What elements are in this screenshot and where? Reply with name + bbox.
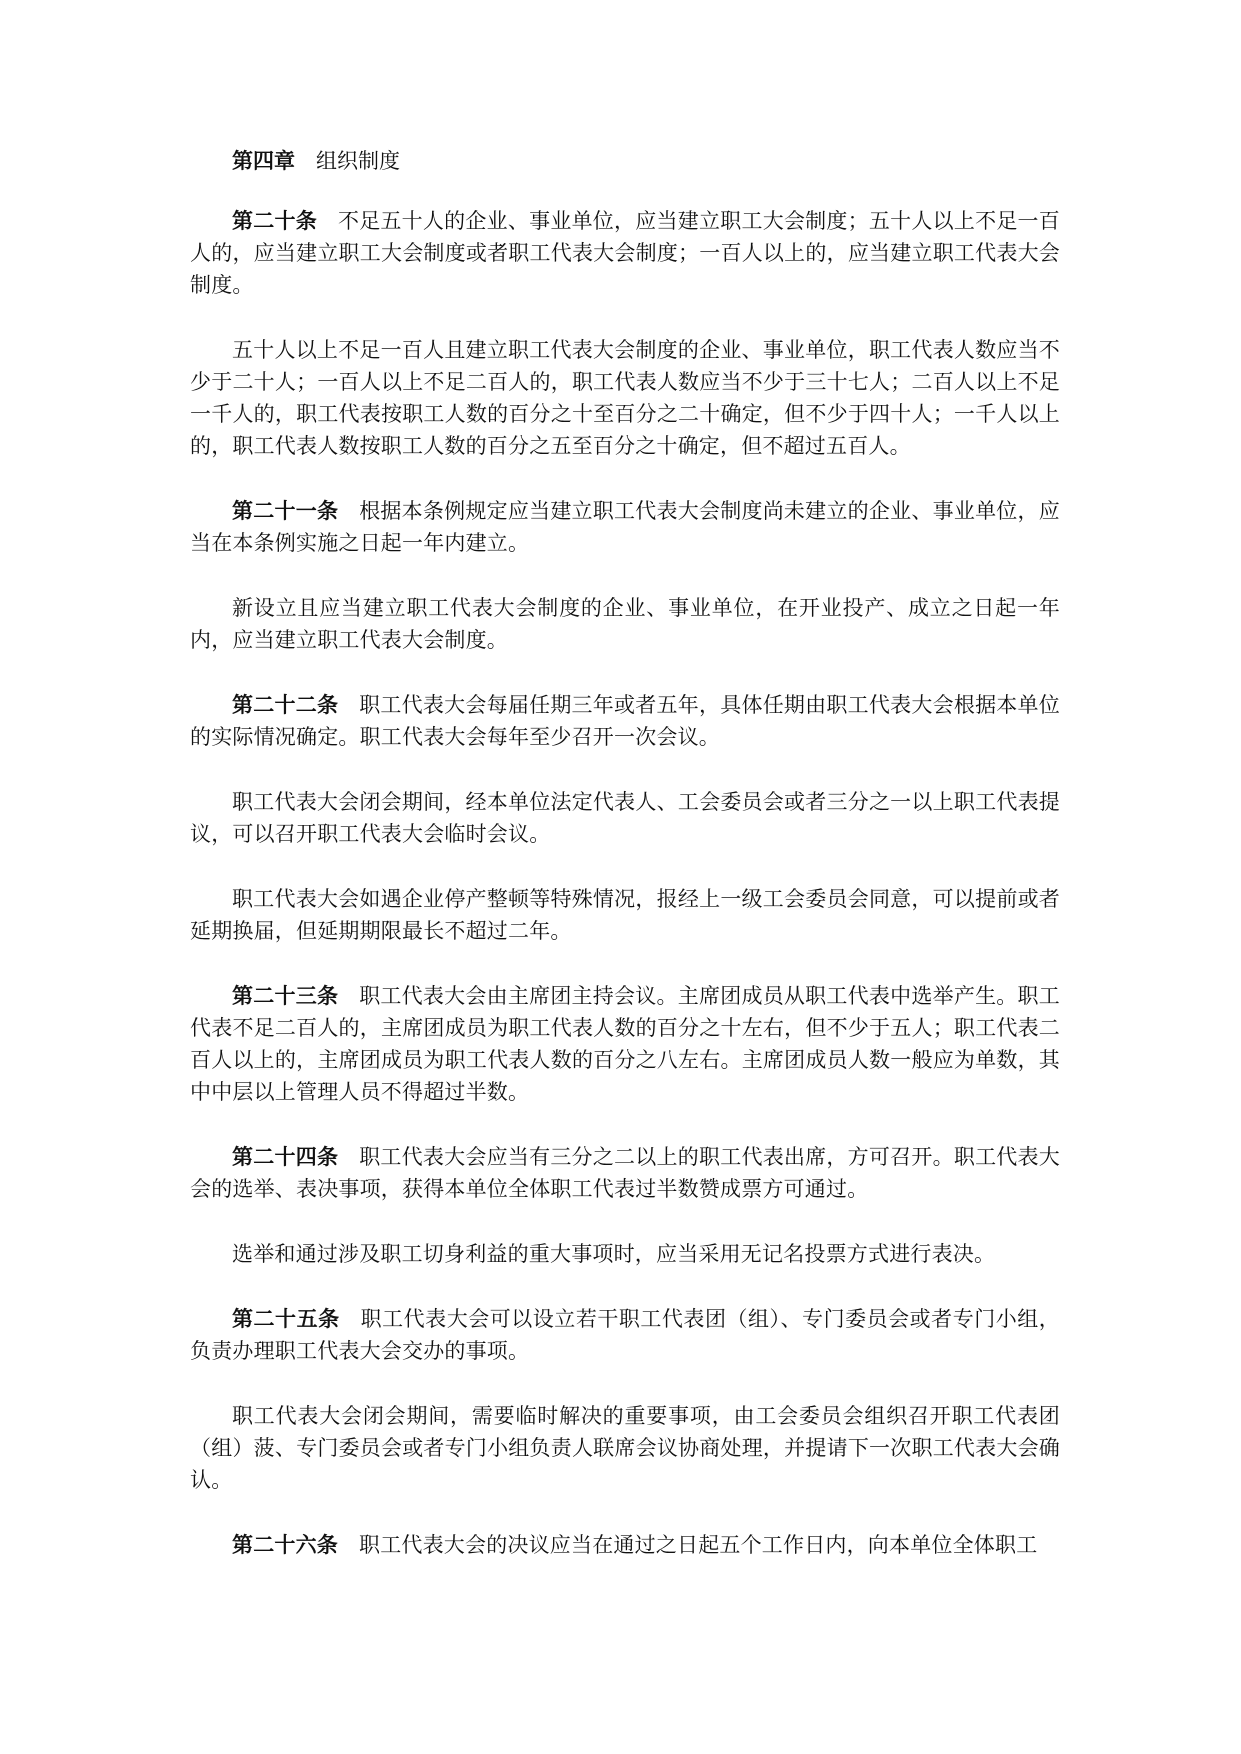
document-page (190, 145, 1060, 1594)
paragraph-text: 新设立且应当建立职工代表大会制度的企业、事业单位，在开业投产、成立之日起一年内，应当建立职工代表大会制度。 (190, 596, 1060, 652)
paragraph (190, 1238, 1060, 1270)
paragraph (190, 980, 1060, 1108)
paragraph (190, 205, 1060, 301)
paragraph (190, 1400, 1060, 1496)
paragraph (190, 883, 1060, 947)
paragraph-text: 职工代表大会闭会期间，经本单位法定代表人、工会委员会或者三分之一以上职工代表提议，可以召开职工代表大会临时会议。 (190, 790, 1060, 846)
article-number: 第二十六条 (232, 1532, 338, 1557)
paragraph-text: 不足五十人的企业、事业单位，应当建立职工大会制度；五十人以上不足一百人的，应当建立职工大会制度或者职工代表大会制度；一百人以上的，应当建立职工代表大会制度。 (190, 209, 1060, 297)
article-number: 第二十二条 (232, 692, 339, 717)
paragraph (190, 592, 1060, 656)
paragraph (190, 689, 1060, 753)
article-number: 第二十五条 (232, 1306, 340, 1331)
paragraph (190, 495, 1060, 559)
article-number: 第二十四条 (232, 1144, 339, 1169)
paragraph-text: 职工代表大会如遇企业停产整顿等特殊情况，报经上一级工会委员会同意，可以提前或者延期换届，但延期期限最长不超过二年。 (190, 887, 1060, 943)
paragraph-text: 职工代表大会每届任期三年或者五年，具体任期由职工代表大会根据本单位的实际情况确定。职工代表大会每年至少召开一次会议。 (190, 693, 1060, 749)
paragraph-text: 选举和通过涉及职工切身利益的重大事项时，应当采用无记名投票方式进行表决。 (232, 1242, 996, 1266)
paragraph (190, 786, 1060, 850)
chapter-title: 组织制度 (316, 149, 400, 173)
article-number: 第二十三条 (232, 983, 339, 1008)
paragraph (190, 334, 1060, 462)
article-number: 第二十条 (232, 208, 317, 233)
paragraph-text: 根据本条例规定应当建立职工代表大会制度尚未建立的企业、事业单位，应当在本条例实施之日起一年内建立。 (190, 499, 1060, 555)
paragraph-text: 职工代表大会的决议应当在通过之日起五个工作日内，向本单位全体职工 (359, 1533, 1038, 1557)
paragraph-text: 职工代表大会可以设立若干职工代表团（组）、专门委员会或者专门小组，负责办理职工代表大会交办的事项。 (190, 1307, 1060, 1363)
paragraph-text: 职工代表大会闭会期间，需要临时解决的重要事项，由工会委员会组织召开职工代表团（组）菠、专门委员会或者专门小组负责人联席会议协商处理，并提请下一次职工代表大会确认。 (190, 1404, 1060, 1492)
paragraph-text: 五十人以上不足一百人且建立职工代表大会制度的企业、事业单位，职工代表人数应当不少于二十人；一百人以上不足二百人的，职工代表人数应当不少于三十七人；二百人以上不足一千人的，职工代表按职工人数的百分之十至百分之二十确定，但不少于四十人；一千人以上的，职工代表人数按职工人数的百分之五至百分之十确定，但不超过五百人。 (190, 338, 1060, 458)
chapter-number: 第四章 (232, 148, 295, 173)
chapter-heading (190, 145, 1060, 177)
paragraph-text: 职工代表大会应当有三分之二以上的职工代表出席，方可召开。职工代表大会的选举、表决事项，获得本单位全体职工代表过半数赞成票方可通过。 (190, 1145, 1060, 1201)
paragraph-text: 职工代表大会由主席团主持会议。主席团成员从职工代表中选举产生。职工代表不足二百人的，主席团成员为职工代表人数的百分之十左右，但不少于五人；职工代表二百人以上的，主席团成员为职工代表人数的百分之八左右。主席团成员人数一般应为单数，其中中层以上管理人员不得超过半数。 (190, 984, 1060, 1104)
paragraph (190, 1303, 1060, 1367)
paragraph (190, 1529, 1060, 1561)
paragraph (190, 1141, 1060, 1205)
article-number: 第二十一条 (232, 498, 339, 523)
